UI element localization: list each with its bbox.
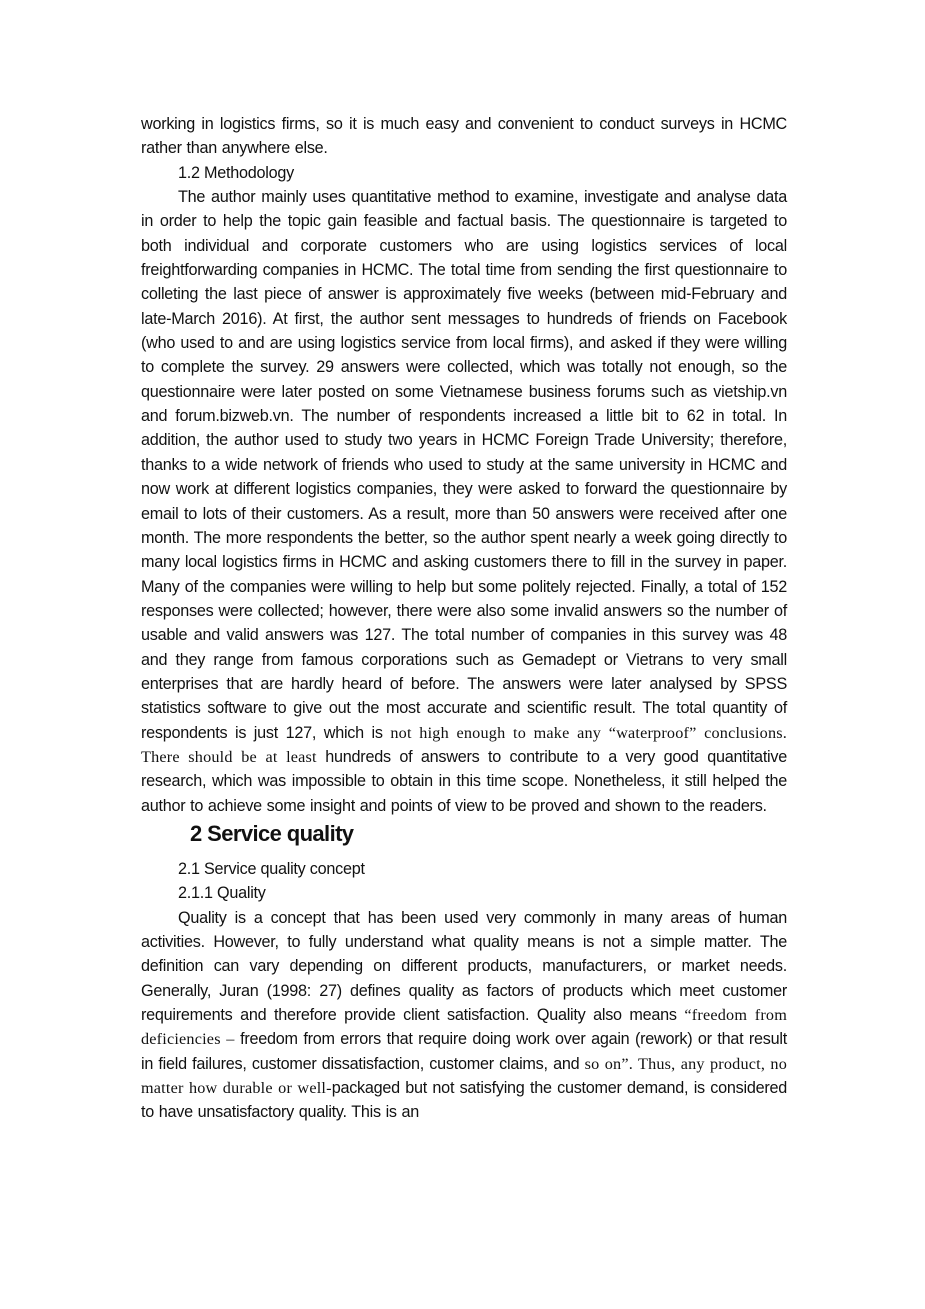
subsubsection-heading: 2.1.1 Quality [178,884,266,903]
methodology-heading: 1.2 Methodology [178,163,294,182]
document-page [141,112,787,1125]
methodology-text: The author mainly uses quantitative method to examine, investigate and analyse data in order to help the topic gain feasible and factual basis. The questionnaire is targeted to both individual and corporate customers who are using logistics services of local freightforwarding companies in HCMC. The total time from sending the first questionnaire to colleting the last piece of answer is approximately five weeks (between mid-February and late-March 2016). At first, the author sent messages to hundreds of friends on Facebook (who used to and are using logistics service from local firms), and asked if they were willing to complete the survey. 29 answers were collected, which was totally not enough, so the questionnaire were later posted on some Vietnamese business forums such as vietship.vn and forum.bizweb.vn. The number of respondents increased a little bit to 62 in total. In addition, the author used to study two years in HCMC Foreign Trade University; therefore, thanks to a wide network of friends who used to study at the same university in HCMC and now work at different logistics companies, they were asked to forward the questionnaire by email to lots of their customers. As a result, more than 50 answers were received after one month. The more respondents the better, so the author spent nearly a week going directly to many local logistics firms in HCMC and asking customers there to fill in the survey in paper. Many of the companies were willing to help but some politely rejected. Finally, a total of 152 responses were collected; however, there were also some invalid answers so the number of usable and valid answers was 127. The total number of companies in this survey was 48 and they range from famous corporations such as Gemadept or Vietrans to very small enterprises that are hardly heard of before. The answers were later analysed by SPSS statistics software to give out the most accurate and scientific result. The total quantity of respondents is just 127, which is [141,188,787,742]
continuation-paragraph: working in logistics firms, so it is much easy and convenient to conduct surveys in HCMC rather than anywhere else. [141,115,787,158]
quality-text-start: Quality is a concept that has been used very commonly in many areas of human activities. However, to fully understand what quality means is not a simple matter. The definition can vary depending on different products, manufacturers, or market needs. Generally, Juran (1998: 27) defines quality as factors of products which meet customer requirements and therefore provide client satisfaction. Quality also means [141,908,787,1025]
quality-serif-mid: so on”. Thus, any product, no matter how durable or well- [141,1054,787,1098]
methodology-serif-text: not high enough to make any “waterproof” conclusions. There should be at least [141,723,788,766]
methodology-paragraph [141,185,787,818]
quality-quote-sans: freedom from errors that require doing work over again (rework) or that result in field failures, customer dissatisfaction, customer claims, and [141,1030,787,1073]
section-title: 2 Service quality [190,820,354,846]
subsection-heading: 2.1 Service quality concept [178,859,365,878]
quality-quote-serif: “freedom from deficiencies – [141,1006,787,1049]
methodology-tail-text: hundreds of answers to contribute to a very good quantitative research, which was impossible to obtain in this time scope. Nonetheless, it still helped the author to achieve some insight and points of view to be proved and shown to the readers. [141,747,788,815]
quality-text-end: packaged but not satisfying the customer demand, is considered to have unsatisfactory quality. This is an [141,1079,787,1122]
quality-paragraph [141,906,787,1125]
